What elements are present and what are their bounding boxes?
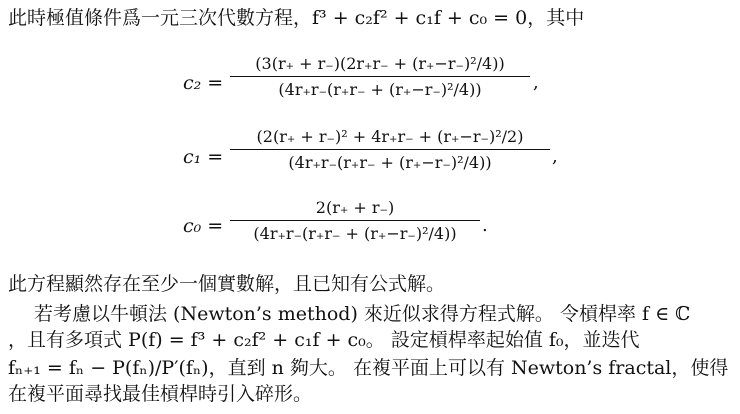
paragraph-intro: 此時極值條件爲一元三次代數方程，f³ + c₂f² + c₁f + c₀ = 0，其中 <box>8 7 585 29</box>
c2-fraction-bar <box>230 76 530 77</box>
c2-fraction <box>230 54 530 99</box>
c1-numerator: (2(r₊ + r₋)² + 4r₊r₋ + (r₊−r₋)²/2) <box>256 127 524 146</box>
c1-fraction <box>230 127 550 172</box>
c1-denominator: (4r₊r₋(r₊r₋ + (r₊−r₋)²/4)) <box>288 153 492 172</box>
paragraph-newton-1: 若考慮以牛頓法 (Newton’s method) 來近似求得方程式解。 令槓桿率 f ∈ ℂ <box>34 303 691 325</box>
c0-fraction-bar <box>230 220 480 221</box>
c0-period: . <box>482 215 488 236</box>
paragraph-newton-2: ，且有多項式 P(f) = f³ + c₂f² + c₁f + c₀。 設定槓桿率起始值 f₀，並迭代 <box>8 329 640 351</box>
paragraph-newton-3: fₙ₊₁ = fₙ − P(fₙ)/P′(fₙ)，直到 n 夠大。 在複平面上可以有 Newton’s fractal，使得 <box>8 357 729 379</box>
c1-fraction-bar <box>230 149 550 150</box>
c2-numerator: (3(r₊ + r₋)(2r₊r₋ + (r₊−r₋)²/4)) <box>255 54 505 73</box>
paragraph-real-solution: 此方程顯然存在至少一個實數解，且已知有公式解。 <box>8 273 446 295</box>
c0-numerator: 2(r₊ + r₋) <box>315 198 395 217</box>
c2-denominator: (4r₊r₋(r₊r₋ + (r₊−r₋)²/4)) <box>278 80 482 99</box>
paragraph-newton-4: 在複平面尋找最佳槓桿時引入碎形。 <box>8 383 313 405</box>
c0-fraction <box>230 198 480 243</box>
c2-comma: , <box>533 72 539 93</box>
c0-lhs: c₀ = <box>183 215 224 237</box>
c1-comma: , <box>552 146 558 167</box>
c1-lhs: c₁ = <box>183 146 224 168</box>
c2-lhs: c₂ = <box>183 72 224 94</box>
c0-denominator: (4r₊r₋(r₊r₋ + (r₊−r₋)²/4)) <box>253 224 457 243</box>
